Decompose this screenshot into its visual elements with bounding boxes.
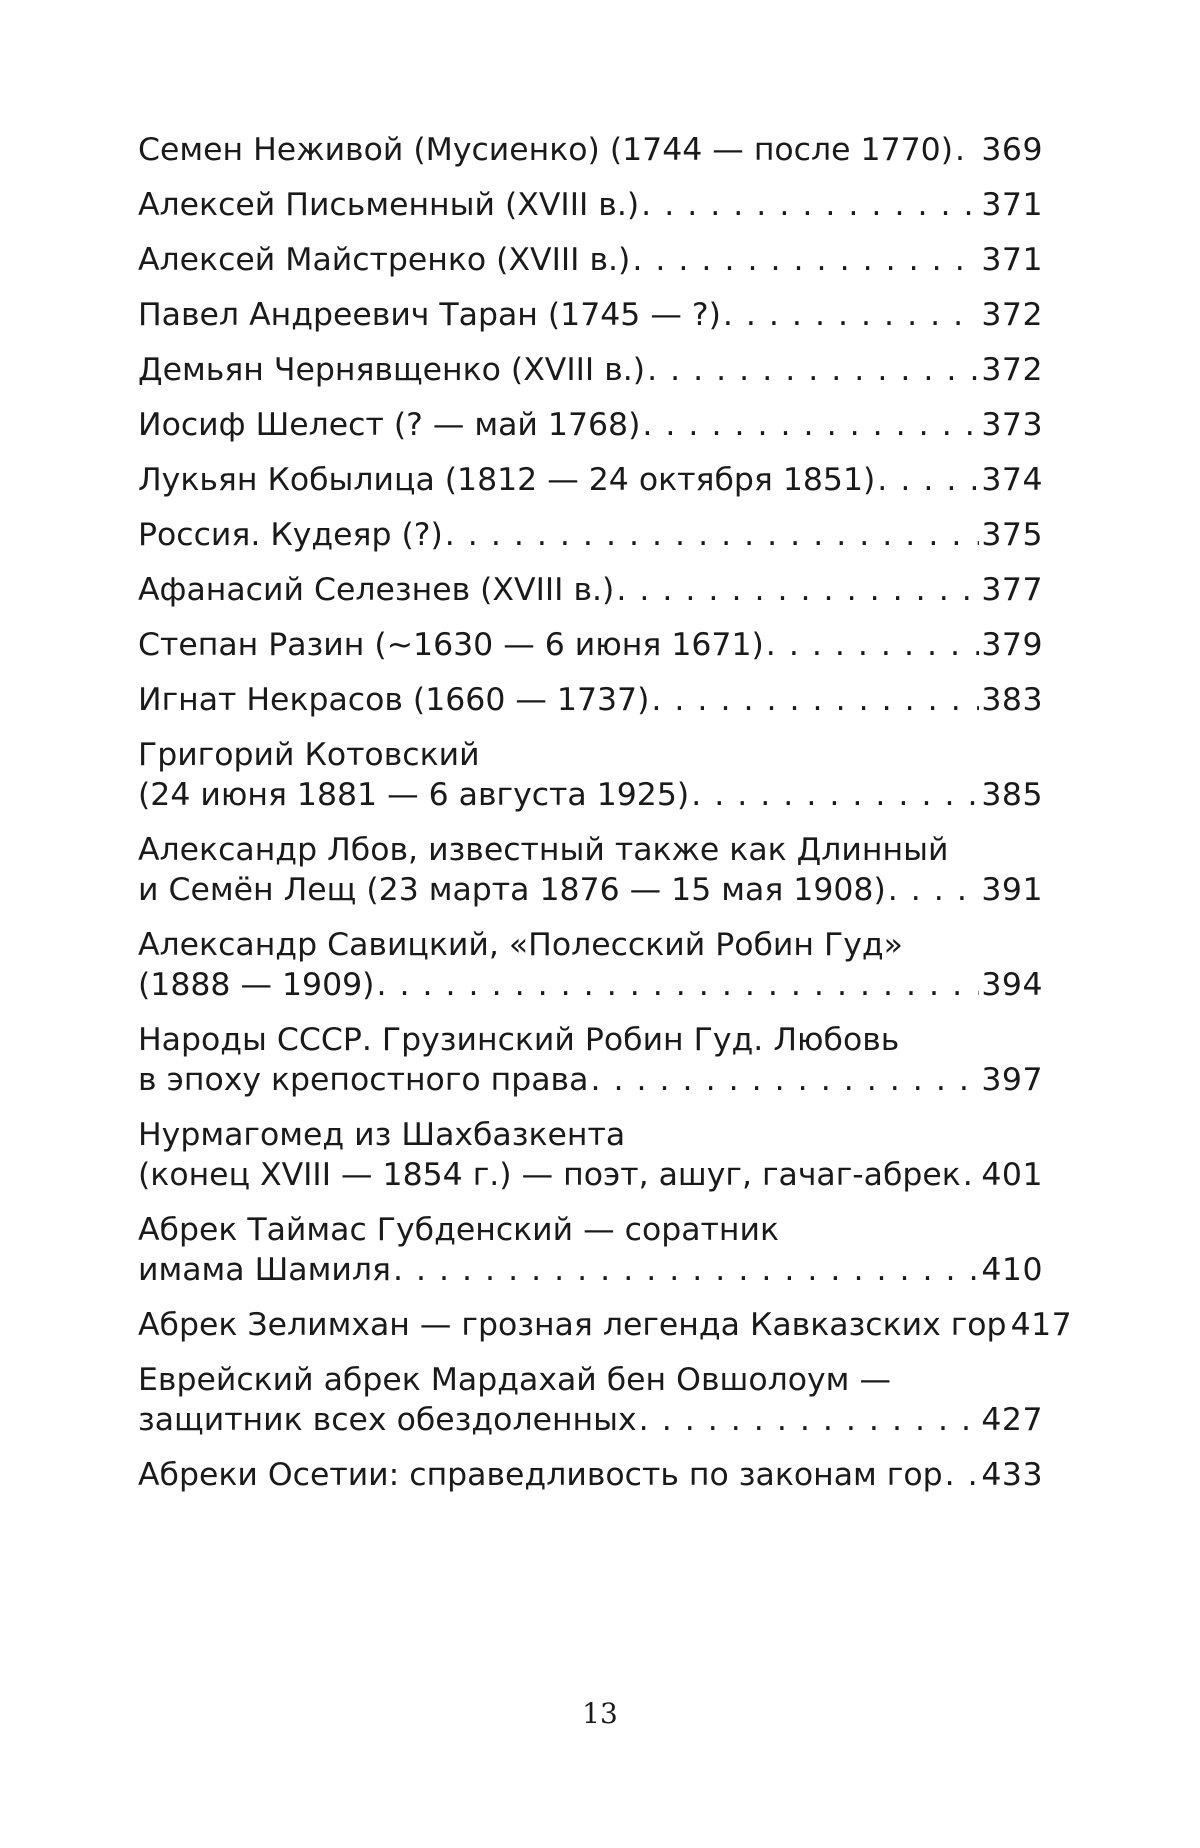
dot-leader [963, 1155, 980, 1195]
toc-entry-title-line: Григорий Котовский [138, 737, 480, 773]
toc-entry-leader-row [138, 625, 1043, 665]
toc-entry-page-number: 427 [981, 1402, 1043, 1438]
toc-entry-leader-row [138, 870, 1043, 910]
dot-leader [393, 1250, 979, 1290]
toc-entry-leader-row [138, 680, 1043, 720]
dot-leader [376, 965, 979, 1005]
toc-entry [138, 1210, 1043, 1290]
toc-entry-leader-row [138, 775, 1043, 815]
toc-entry-page-number: 385 [981, 777, 1043, 813]
toc-entry-page-number: 417 [1010, 1307, 1073, 1343]
toc-entry-title-line: Степан Разин (~1630 — 6 июня 1671) [138, 627, 764, 663]
toc-entry [138, 830, 1043, 910]
dot-leader [445, 515, 980, 555]
toc-entry [138, 570, 1043, 610]
toc-entry-page-number: 374 [981, 462, 1043, 498]
toc-entry [138, 295, 1043, 335]
toc-entry-title-line: Россия. Кудеяр (?) [138, 517, 443, 553]
toc-entry-title-line: Алексей Письменный (XVIII в.) [138, 187, 640, 223]
toc-entry-title-line: Алексей Майстренко (XVIII в.) [138, 242, 631, 278]
toc-entry-page-number: 433 [981, 1457, 1043, 1493]
toc-entry [138, 735, 1043, 815]
dot-leader [888, 870, 980, 910]
dot-leader [955, 130, 979, 170]
toc-entry-page-number: 391 [981, 872, 1043, 908]
toc-entry-leader-row [138, 295, 1043, 335]
toc-entry-title-line: Афанасий Селезнев (XVIII в.) [138, 572, 615, 608]
toc-entry [138, 240, 1043, 280]
dot-leader [590, 1060, 979, 1100]
dot-leader [642, 405, 979, 445]
toc-entry-title-line: Абрек Таймас Губденский — соратник [138, 1212, 779, 1248]
toc-entry [138, 625, 1043, 665]
toc-entry-leader-row [138, 1305, 1073, 1345]
toc-entry-leader-row [138, 405, 1043, 445]
toc-entry-leader-row [138, 460, 1043, 500]
toc-entry-page-number: 379 [981, 627, 1043, 663]
dot-leader [647, 350, 979, 390]
toc-entry [138, 1020, 1043, 1100]
dot-leader [632, 240, 979, 280]
toc-entry-leader-row [138, 350, 1043, 390]
toc-entry-leader-row [138, 1250, 1043, 1290]
dot-leader [945, 1455, 980, 1495]
page-number: 13 [582, 1697, 618, 1730]
toc-entry [138, 185, 1043, 225]
toc-entry-title-line: Игнат Некрасов (1660 — 1737) [138, 682, 650, 718]
toc-entry-title-line: Еврейский абрек Мардахай бен Овшолоум — [138, 1362, 891, 1398]
toc-entry [138, 515, 1043, 555]
toc-entry-title-line: Лукьян Кобылица (1812 — 24 октября 1851) [138, 462, 876, 498]
toc-entry-leader-row [138, 965, 1043, 1005]
toc-entry-title-line: Иосиф Шелест (? — май 1768) [138, 407, 641, 443]
toc-entry-title-line: Семен Неживой (Мусиенко) (1744 — после 1770) [138, 132, 953, 168]
dot-leader [616, 570, 979, 610]
toc-entry-title-line: в эпоху крепостного права [138, 1062, 589, 1098]
toc-entry-title-line: Павел Андреевич Таран (1745 — ?) [138, 297, 721, 333]
table-of-contents [138, 130, 1073, 1510]
toc-entry-title-line: Народы СССР. Грузинский Робин Гуд. Любовь [138, 1022, 900, 1058]
toc-entry-page-number: 372 [981, 297, 1043, 333]
toc-entry [138, 460, 1043, 500]
toc-entry-page-number: 373 [981, 407, 1043, 443]
toc-entry-title-line: Нурмагомед из Шахбазкента [138, 1117, 626, 1153]
toc-entry-page-number: 377 [981, 572, 1043, 608]
toc-entry-leader-row [138, 1455, 1043, 1495]
toc-entry [138, 1115, 1043, 1195]
toc-entry-page-number: 371 [981, 187, 1043, 223]
dot-leader [641, 185, 979, 225]
toc-entry-title-line: Демьян Чернявщенко (XVIII в.) [138, 352, 646, 388]
toc-entry-leader-row [138, 1155, 1043, 1195]
toc-entry-leader-row [138, 1060, 1043, 1100]
toc-entry-page-number: 397 [981, 1062, 1043, 1098]
dot-leader [651, 680, 979, 720]
toc-entry-leader-row [138, 570, 1043, 610]
toc-entry [138, 350, 1043, 390]
toc-entry-title-line: защитник всех обездоленных [138, 1402, 637, 1438]
dot-leader [691, 775, 979, 815]
toc-entry [138, 1360, 1043, 1440]
toc-entry-leader-row [138, 1400, 1043, 1440]
toc-entry-leader-row [138, 515, 1043, 555]
toc-entry-page-number: 369 [981, 132, 1043, 168]
toc-entry-title-line: (конец XVIII — 1854 г.) — поэт, ашуг, гачаг-абрек [138, 1157, 961, 1193]
toc-entry [138, 1305, 1073, 1345]
dot-leader [877, 460, 979, 500]
toc-entry-leader-row [138, 130, 1043, 170]
toc-entry-leader-row [138, 185, 1043, 225]
toc-entry-page-number: 372 [981, 352, 1043, 388]
toc-entry [138, 130, 1043, 170]
toc-entry [138, 680, 1043, 720]
toc-entry-title-line: (1888 — 1909) [138, 967, 375, 1003]
toc-entry-page-number: 394 [981, 967, 1043, 1003]
toc-entry-page-number: 371 [981, 242, 1043, 278]
toc-entry [138, 405, 1043, 445]
toc-entry [138, 1455, 1043, 1495]
dot-leader [766, 625, 980, 665]
toc-entry-title-line: (24 июня 1881 — 6 августа 1925) [138, 777, 690, 813]
toc-entry-title-line: Александр Савицкий, «Полесский Робин Гуд» [138, 927, 903, 963]
toc-entry-page-number: 410 [981, 1252, 1043, 1288]
toc-entry-title-line: Абреки Осетии: справедливость по законам гор [138, 1457, 943, 1493]
toc-entry-title-line: имама Шамиля [138, 1252, 391, 1288]
toc-entry-title-line: и Семён Лещ (23 марта 1876 — 15 мая 1908) [138, 872, 886, 908]
toc-entry [138, 925, 1043, 1005]
toc-entry-title-line: Александр Лбов, известный также как Длинный [138, 832, 949, 868]
toc-entry-page-number: 375 [981, 517, 1043, 553]
toc-entry-page-number: 383 [981, 682, 1043, 718]
toc-entry-title-line: Абрек Зелимхан — грозная легенда Кавказских гор [138, 1307, 1007, 1343]
toc-entry-leader-row [138, 240, 1043, 280]
toc-entry-page-number: 401 [981, 1157, 1043, 1193]
dot-leader [723, 295, 980, 335]
dot-leader [639, 1400, 980, 1440]
